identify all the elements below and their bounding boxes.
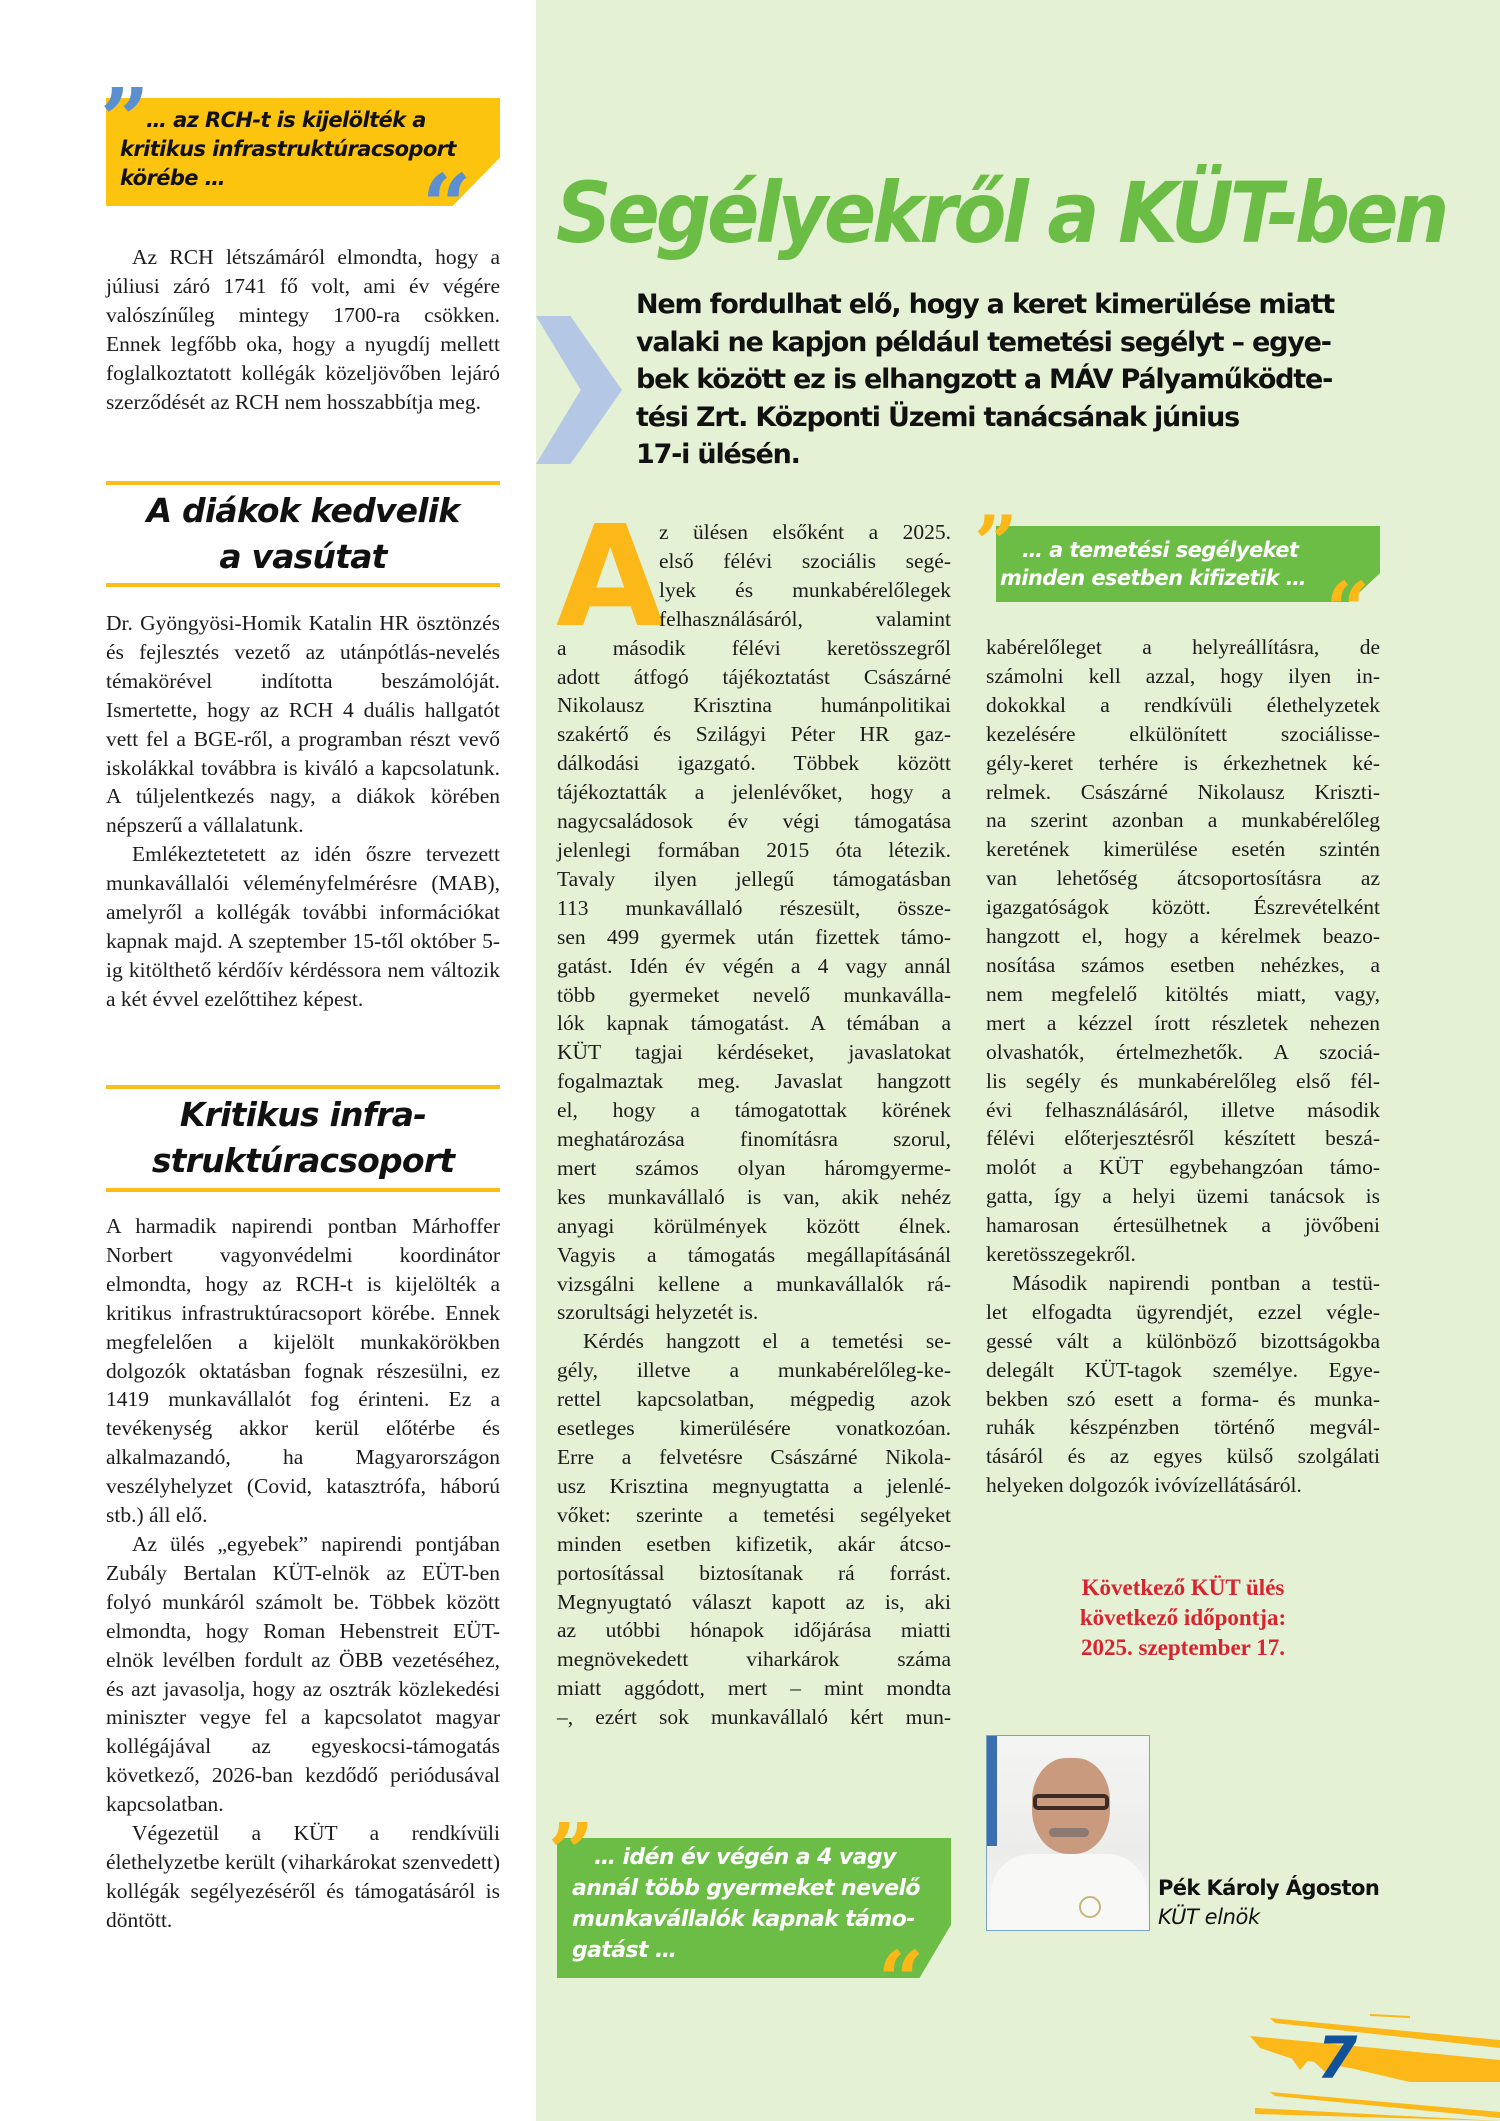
text-line: hamarosan értesülhetnek a jövőbeni (986, 1213, 1380, 1238)
text-line: Nikolausz Krisztina humánpolitikai (557, 693, 951, 718)
paragraph: Az ülés „egyebek” napirendi pontjában Zubály Bertalan KÜT-elnök az EÜT-ben folyó munkáról számolt be. Többek között elmondta, hogy Roman Hebenstreit EÜT-elnök levélben fordult az ÖBB vezetéséhez, és azt javasolja, hogy az osztrák közlekedési miniszter vegye fel a kapcsolatot magyar kollégájával az egyeskocsi-támogatás következő, 2026-ban kezdődő periódusával kapcsolatban. (106, 1531, 500, 1817)
text-line: adott átfogó tájékoztatást Császárné (557, 664, 951, 689)
text-line: –, ezért sok munkavállaló kért mun- (557, 1705, 951, 1730)
lead-line: Nem fordulhat elő, hogy a keret kimerülése miatt (636, 289, 1334, 320)
pull-quote-text (1000, 536, 1306, 592)
pull-quote-line: munkavállalók kapnak támo- (572, 1907, 915, 1932)
paragraph: A harmadik napirendi pontban Márhoffer Norbert vagyonvédelmi koordinátor elmondta, hogy az RCH-t is kijelölték a kritikus infrastruktúracsoport körébe. Ennek megfelelően a kijelölt munkakörökben dolgozók oktatásban fognak részesülni, ez 1419 munkavállalót fog érinteni. Ez a tevékenység akkor kerül előtérbe és alkalmazandó, ha Magyarországon veszélyhelyzet (Covid, katasztrófa, háború stb.) áll elő. (106, 1214, 500, 1528)
text-line: számolni kell azzal, hogy ilyen in- (986, 663, 1380, 688)
text-line: több gyermeket nevelő munkavállа- (557, 982, 951, 1007)
text-line: első félévi szociális segé- (659, 548, 951, 573)
text-line: nem megfelelő kitöltés miatt, vagy, (986, 981, 1380, 1006)
paragraph: Dr. Gyöngyösi-Homik Katalin HR ösztönzés és fejlesztés vezető az utánpótlás-nevelés témakörével indította beszámolóját. Ismertette, hogy az RCH 4 duális hallgatót vett fel a BGE-ről, a programban részt vevő iskolákkal továbbra is kiváló a kapcsolatunk. A túljelentkezés nagy, a diákok körében népszerű a vállalatunk. (106, 611, 500, 838)
text-line: tájékoztatták a jelenlévőket, hogy a (557, 780, 951, 805)
text-line: el, hogy a támogatottak körének (557, 1098, 951, 1123)
text-line: anyagi körülmények között élnek. (557, 1213, 951, 1238)
pull-quote-line: kritikus infrastruktúracsoport (120, 137, 456, 161)
author-name: Pék Károly Ágoston (1158, 1876, 1380, 1900)
text-line: z ülésen elsőként a 2025. (659, 520, 951, 544)
heading-line: struktúracsoport (151, 1141, 455, 1180)
section-divider (106, 1188, 500, 1192)
text-line: na szerint azonban a munkabérelőleg (986, 808, 1380, 833)
text-line: gatást. Idén év végén a 4 vagy annál (557, 953, 951, 978)
text-line: ruhák készpénzben történő megvál- (986, 1415, 1380, 1440)
text-line: gély, illetve a munkabérelőleg-ke- (557, 1358, 951, 1383)
text-line: meghatározása finomításra szorul, (557, 1127, 951, 1152)
brush-stroke-decoration (1230, 1990, 1500, 2121)
text-line: a második félévi keretösszegről (557, 635, 951, 660)
heading-line: a vasútat (219, 537, 387, 576)
notice-line: Következő KÜT ülés (1081, 1575, 1285, 1600)
text-line: mert a kézzel írott részletek nehezen (986, 1010, 1380, 1035)
section-divider (106, 1085, 500, 1089)
text-line: lyek és munkabérelőlegek (659, 577, 951, 602)
photo-background (987, 1736, 997, 1846)
lead-line: tési Zrt. Központi Üzemi tanácsának június (636, 401, 1240, 433)
text-line: lók kapnak támogatást. A témában a (557, 1011, 951, 1036)
text-line: miatt aggódott, mert – mint mondta (557, 1676, 951, 1701)
drop-cap: A (556, 496, 665, 659)
text-line: megnövekedett viharkárok száma (557, 1647, 951, 1672)
text-line: usz Krisztina megnyugtatta a jelenlé- (557, 1473, 951, 1498)
quote-close-icon: “ (878, 1933, 925, 2027)
paragraph: Emlékeztetetett az idén őszre tervezett munkavállalói véleményfelmérésre (MAB), amelyről a kollégák további információkat kapnak majd. A szeptember 15-től október 5-ig kitölthető kérdőív kérdéssora nem változik a két évvel ezelőttihez képest. (106, 842, 500, 1011)
text-line: olvashatók, értelmezhetők. A szociá- (986, 1039, 1380, 1064)
section-divider (106, 481, 500, 485)
text-line: Erre a felvetésre Császárné Nikola- (557, 1445, 951, 1469)
text-line: gessé vált a különböző bizottságokba (986, 1328, 1380, 1353)
pull-quote-line: gatást … (572, 1938, 677, 1963)
text-line: minden esetben kifizetik, akár átcso- (557, 1531, 951, 1556)
text-line: Tavaly ilyen jellegű támogatásban (557, 866, 951, 891)
text-line: szakértő és Szilágyi Péter HR gaz- (557, 722, 951, 747)
text-line: igazgatóságok között. Észrevételként (986, 895, 1380, 920)
text-line: portosítással biztosítanak rá forrást. (557, 1560, 951, 1585)
text-line: Kérdés hangzott el a temetési se- (583, 1329, 951, 1354)
text-line: felhasználásáról, valamint (659, 606, 951, 631)
text-line: évi felhasználásáról, illetve második (986, 1097, 1380, 1122)
paragraph: Az RCH létszámáról elmondta, hogy a júliusi záró 1741 fő volt, ami év végére valószínűleg mintegy 1700-ra csökken. Ennek legfőbb oka, hogy a nyugdíj mellett foglalkoztatott kollégák közeljövőben lejáró szerződését az RCH nem hosszabbítja meg. (106, 245, 500, 414)
quote-open-icon: ” (100, 70, 150, 171)
author-role: KÜT elnök (1158, 1905, 1260, 1929)
text-line: molót a KÜT egybehangzóan támo- (986, 1155, 1380, 1180)
pull-quote-line: … idén év végén a 4 vagy (594, 1845, 896, 1870)
quote-close-icon: “ (422, 156, 472, 257)
lead-line: bek között ez is elhangzott a MÁV Pályaműködte- (636, 364, 1333, 395)
text-line: az utóbbi hónapok időjárása miatti (557, 1618, 951, 1643)
text-line: helyeken dolgozók ivóvízellátásáról. (986, 1473, 1302, 1498)
text-line: gatta, így a helyi üzemi tanácsok is (986, 1184, 1380, 1209)
section-heading (106, 488, 500, 580)
text-line: hangzott el, hogy a kérelmek beazo- (986, 924, 1380, 949)
notice-line: következő időpontja: (1079, 1605, 1287, 1630)
pull-quote-line: minden esetben kifizetik … (1000, 566, 1307, 590)
text-line: keretösszegekről. (986, 1242, 1136, 1267)
paragraph: Végezetül a KÜT a rendkívüli élethelyzetbe került (viharkárokat szenvedett) kollégák segélyezéséről és támogatásáról is döntött. (106, 1821, 500, 1932)
article-title: Segélyekről a KÜT-ben (556, 164, 1446, 262)
heading-line: A diákok kedvelik (146, 491, 460, 530)
pull-quote-text (120, 106, 500, 193)
text-line: van lehetőség átcsoportosításra az (986, 866, 1380, 891)
text-line: kezelésére elkülönített szociálisse- (986, 721, 1380, 746)
pull-quote-text (572, 1842, 920, 1966)
intro-paragraph (106, 243, 500, 416)
text-line: KÜT tagjai kérdéseket, javaslatokat (557, 1040, 951, 1065)
article-column-1 (556, 496, 951, 1732)
notice-date: 2025. szeptember 17. (1081, 1635, 1285, 1660)
text-line: Vagyis a támogatás megállapításánál (557, 1242, 951, 1267)
text-line: keretének kimerülése esetén szintén (986, 837, 1380, 862)
quote-open-icon: ” (974, 499, 1018, 588)
text-line: let elfogadta ügyrendjét, ezzel végle- (986, 1299, 1380, 1324)
lead-line: valaki ne kapjon például temetési segélyt – egye- (636, 326, 1331, 358)
text-line: kes munkavállaló is van, akik nehéz (557, 1184, 951, 1209)
text-line: mert számos olyan háromgyerme- (557, 1155, 951, 1180)
section-divider (106, 583, 500, 587)
text-line: delegált KÜT-tagok személye. Egye- (986, 1357, 1380, 1382)
text-line: nosítása számos esetben nehézkes, a (986, 952, 1380, 977)
text-line: Megnyugtató választ kapott az is, aki (557, 1589, 951, 1614)
text-line: bekben szó esett a forma- és munka- (986, 1386, 1380, 1411)
pull-quote-line: körébe … (120, 166, 226, 190)
text-line: dálkodási igazgató. Többek között (557, 751, 951, 776)
pull-quote-line: … az RCH-t is kijelölték a (146, 108, 426, 132)
text-line: esetleges kimerülésére vonatkozóan. (557, 1416, 951, 1441)
text-line: rettel kapcsolatban, mégpedig azok (557, 1387, 951, 1412)
text-line: dokokkal a rendkívüli élethelyzetek (986, 692, 1380, 717)
pull-quote-line: annál több gyermeket nevelő (572, 1876, 920, 1901)
section-body (106, 1212, 500, 1935)
text-line: tásáról és az egyes külső szolgálati (986, 1444, 1380, 1469)
text-line: sen 499 gyermek után fizettek támo- (557, 924, 951, 949)
heading-line: Kritikus infra- (179, 1095, 427, 1134)
emblem-icon (1079, 1896, 1101, 1918)
pull-quote-line: … a temetési segélyeket (1022, 538, 1299, 562)
text-line: félévi előterjesztésről készített beszá- (986, 1126, 1380, 1151)
text-line: jelenlegi formában 2015 óta létezik. (557, 837, 951, 862)
text-line: nagycsaládosok év végi támogatása (557, 809, 951, 834)
quote-close-icon: “ (1326, 565, 1370, 654)
page-number: 7 (1317, 2024, 1358, 2092)
glasses-icon (1033, 1794, 1109, 1810)
text-line: vizsgálni kellene a munkavállalók rá- (557, 1271, 951, 1296)
next-meeting-notice (986, 1573, 1380, 1663)
text-line: fogalmaztak meg. Javaslat hangzott (557, 1069, 951, 1094)
article-column-2 (986, 633, 1380, 1500)
text-line: lis segély és munkabérelőleg első fél- (986, 1068, 1380, 1093)
author-photo (986, 1735, 1150, 1931)
article-lead (636, 286, 1376, 474)
text-line: Második napirendi pontban a testü- (1012, 1270, 1380, 1295)
text-line: vőket: szerinte a temetési segélyeket (557, 1502, 951, 1527)
text-line: relmek. Császárné Nikolausz Kriszti- (986, 779, 1380, 804)
photo-mustache (1049, 1828, 1089, 1837)
section-body (106, 609, 500, 1014)
text-line: szorultsági helyzetét is. (557, 1300, 759, 1325)
text-line: gély-keret terhére is érkezhetnek ké- (986, 750, 1380, 775)
photo-shirt (991, 1854, 1147, 1931)
section-heading (106, 1092, 500, 1184)
quote-open-icon: ” (548, 1805, 595, 1899)
lead-line: 17-i ülésén. (636, 439, 800, 470)
text-line: kabérelőleget a helyreállításra, de (986, 635, 1380, 659)
text-line: 113 munkavállaló részesült, össze- (557, 895, 951, 920)
